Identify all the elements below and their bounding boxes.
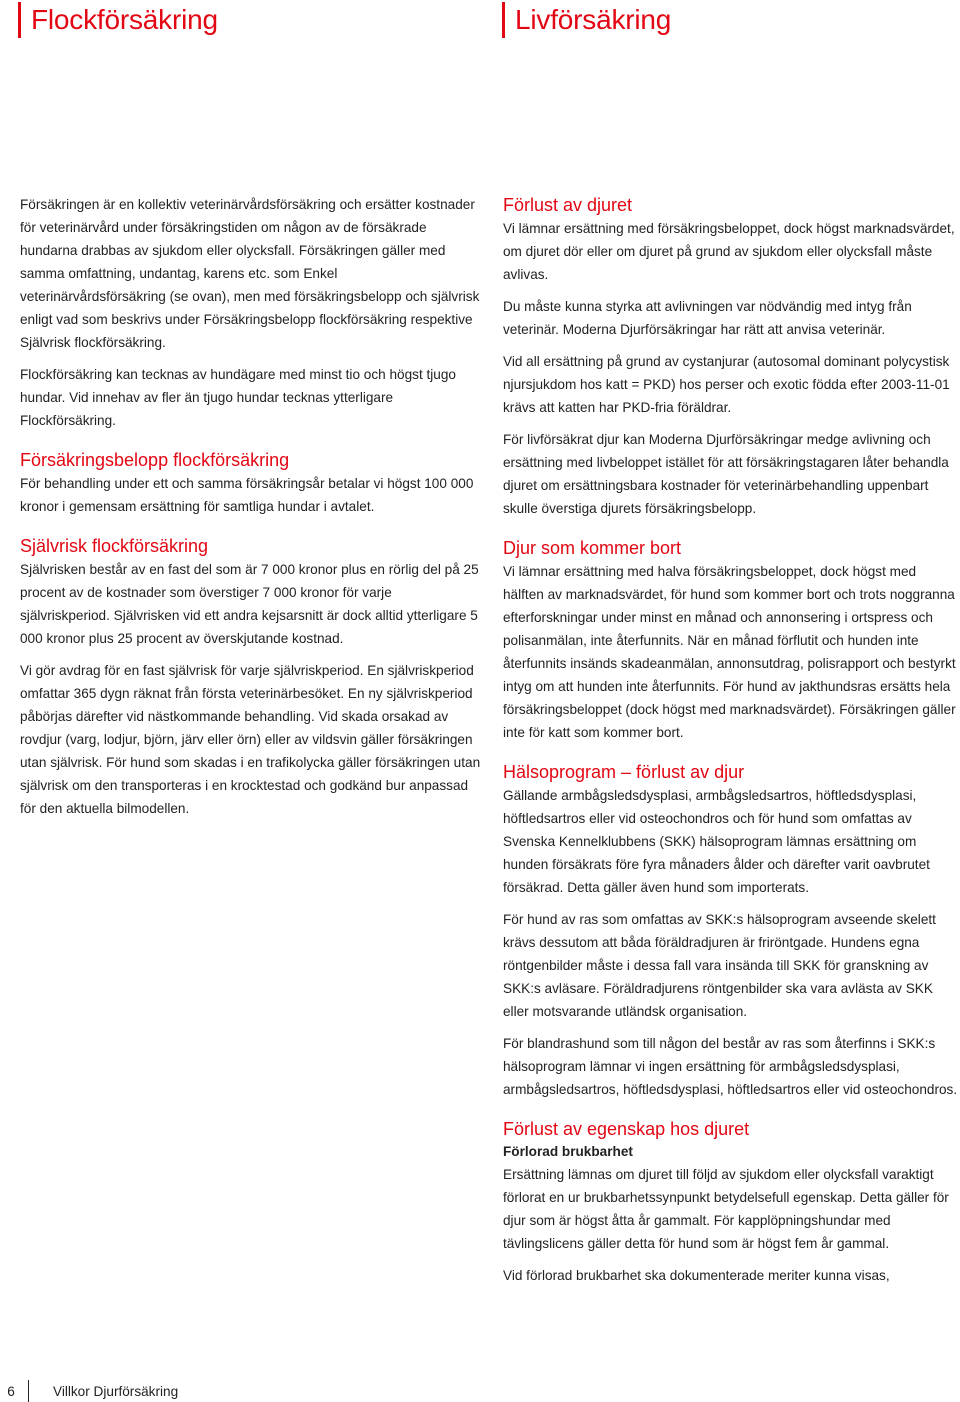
section-heading: Djur som kommer bort: [503, 538, 682, 558]
right-page-header: [502, 2, 671, 38]
paragraph: Vi gör avdrag för en fast självrisk för varje självriskperiod. En självriskperiod omfattar 365 dygn räknat från första veterinärbesöket. En ny självriskperiod påbörjas därefter vid nästkommande behandling. Vid skada orsakad av rovdjur (varg, lodjur, björn, järv eller örn) eller av vildsvin gäller försäkringen utan självrisk. För hund som skadas i en trafikolycka gäller försäkringen utan självrisk om den transporteras i en krocktestad och godkänd bur anpassad för den aktuella bilmodellen.: [20, 663, 481, 816]
section-forlust-av-djuret: [503, 193, 960, 520]
section-djur-som-kommer-bort: [503, 536, 960, 744]
footer-text: Villkor Djurförsäkring: [53, 1383, 179, 1399]
right-column: [503, 193, 960, 1303]
header-accent-bar: [502, 2, 505, 38]
subsection-heading: Förlorad brukbarhet: [503, 1144, 633, 1159]
right-page-title: Livförsäkring: [515, 4, 672, 35]
paragraph: Gällande armbågsledsdysplasi, armbågsledsartros, höftledsdysplasi, höftledsartros eller vid osteochondros och för hund som omfattas av Svenska Kennelklubbens (SKK) hälsoprogram lämnas ersättning om hunden försäkrats före fyra månaders ålder och därefter varit oavbrutet försäkrad. Detta gäller även hund som importerats.: [503, 788, 930, 895]
section-forlust-av-egenskap: [503, 1117, 960, 1287]
page-number: 6: [7, 1383, 15, 1399]
section-heading: Förlust av egenskap hos djuret: [503, 1119, 750, 1139]
paragraph: Ersättning lämnas om djuret till följd av sjukdom eller olycksfall varaktigt förlorat en ur brukbarhetssynpunkt betydelsefull egenskap. Detta gäller för djur som är högst åtta år gammalt. För kapplöpningshundar med tävlingslicens gäller detta för hund som är högst fem år gammal.: [503, 1167, 949, 1251]
section-halsoprogram: [503, 760, 960, 1101]
intro-section: [20, 193, 482, 432]
paragraph: Vid all ersättning på grund av cystanjurar (autosomal dominant polycystisk njursjukdom hos katt = PKD) hos perser och exotic födda efter 2003-11-01 krävs att katten har PKD-fria föräldrar.: [503, 354, 950, 415]
section-heading: Försäkringsbelopp flockförsäkring: [20, 450, 290, 470]
paragraph: Vi lämnar ersättning med halva försäkringsbeloppet, dock högst med hälften av marknadsvärdet, för hund som kommer bort och trots noggranna efterforskningar under minst en månad och annonsering i ortspress och polisanmälan, inte återfunnits. När en månad förflutit och hunden inte återfunnits insänds skadeanmälan, annonsutdrag, polisrapport och bestyrkt intyg om att hunden inte återfunnits. För hund av jakthundsras ersätts hela försäkringsbeloppet (dock högst med marknadsvärdet). Försäkringen gäller inte för katt som kommer bort.: [503, 564, 956, 740]
paragraph: För behandling under ett och samma försäkringsår betalar vi högst 100 000 kronor i gemensam ersättning för samtliga hundar i avtalet.: [20, 476, 474, 514]
section-heading: Förlust av djuret: [503, 195, 633, 215]
paragraph: Vid förlorad brukbarhet ska dokumenterade meriter kunna visas,: [503, 1268, 890, 1283]
paragraph: För hund av ras som omfattas av SKK:s hälsoprogram avseende skelett krävs dessutom att båda föräldradjuren är friröntgade. Hundens egna röntgenbilder måste i dessa fall vara insända till SKK för granskning av SKK:s avläsare. Föräldradjurens röntgenbilder ska vara avlästa av SKK eller motsvarande utländsk organisation.: [503, 912, 936, 1019]
footer-divider: [28, 1380, 29, 1402]
section-forsakringsbelopp: [20, 448, 482, 518]
paragraph: Du måste kunna styrka att avlivningen var nödvändig med intyg från veterinär. Moderna Djurförsäkringar har rätt att anvisa veterinär.: [503, 299, 912, 337]
paragraph: Vi lämnar ersättning med försäkringsbeloppet, dock högst marknadsvärdet, om djuret dör eller om djuret på grund av sjukdom eller olycksfall måste avlivas.: [503, 221, 955, 282]
paragraph: Självrisken består av en fast del som är 7 000 kronor plus en rörlig del på 25 procent av de kostnader som överstiger 7 000 kronor för varje självriskperiod. Självrisken vid ett andra kejsarsnitt är dock alltid ytterligare 5 000 kronor plus 25 procent av överskjutande kostnad.: [20, 562, 479, 646]
section-heading: Hälsoprogram – förlust av djur: [503, 762, 745, 782]
left-page-title: Flockförsäkring: [31, 4, 218, 35]
page-footer: [0, 1380, 178, 1402]
paragraph: För blandrashund som till någon del består av ras som återfinns i SKK:s hälsoprogram lämnar vi ingen ersättning för armbågsledsdysplasi, armbågsledsartros, höftledsdysplasi, höftledsartros eller vid osteochondros.: [503, 1036, 958, 1097]
paragraph: Flockförsäkring kan tecknas av hundägare med minst tio och högst tjugo hundar. Vid innehav av fler än tjugo hundar tecknas ytterligare Flockförsäkring.: [20, 367, 456, 428]
paragraph: För livförsäkrat djur kan Moderna Djurförsäkringar medge avlivning och ersättning med livbeloppet istället för att försäkringstagaren låter behandla djuret om ersättningsbara kostnader för veterinärbehandling uppenbart skulle överstiga djurets försäkringsbelopp.: [503, 432, 949, 516]
paragraph: Försäkringen är en kollektiv veterinärvårdsförsäkring och ersätter kostnader för veterinärvård under försäkringstiden om någon av de försäkrade hundarna drabbas av sjukdom eller olycksfall. Försäkringen gäller med samma omfattning, undantag, karens etc. som Enkel veterinärvårdsförsäkring (se ovan), men med försäkringsbelopp och självrisk enligt vad som beskrivs under Försäkringsbelopp flockförsäkring respektive Självrisk flockförsäkring.: [20, 197, 480, 350]
section-heading: Självrisk flockförsäkring: [20, 536, 209, 556]
left-column: [20, 193, 482, 836]
header-accent-bar: [18, 2, 21, 38]
left-page-header: [18, 2, 218, 38]
section-sjalvrisk: [20, 534, 482, 820]
